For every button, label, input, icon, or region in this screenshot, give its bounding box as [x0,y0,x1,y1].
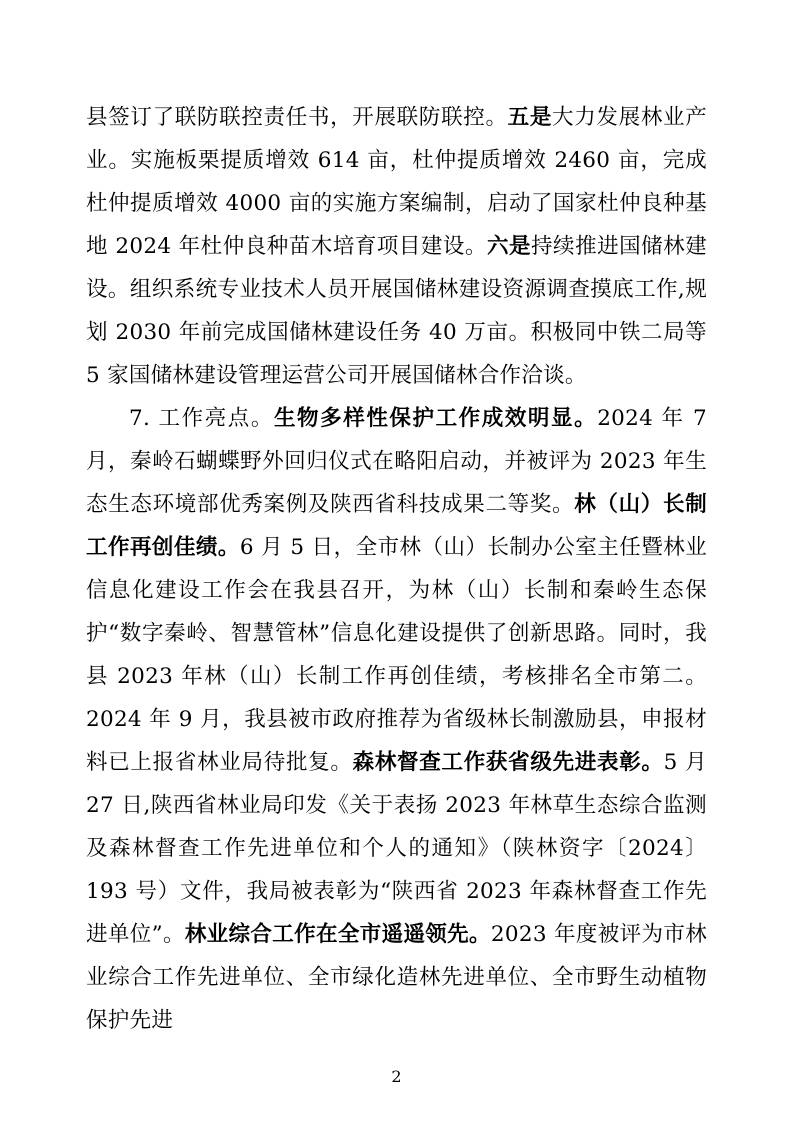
text-run: 5 月 27 日,陕西省林业局印发《关于表扬 2023 年林草生态综合监测及森林督查工作先进单位和个人的通知》（陕林资字〔2024〕193 号）文件，我局被表彰为“陕西省 2023 年森林督查工作先进单位”。 [86,750,707,947]
text-run: 7. 工作亮点。 [129,406,274,431]
text-run: 2024 年 7 月，秦岭石蝴蝶野外回归仪式在略阳启动，并被评为 2023 年生态生态环境部优秀案例及陕西省科技成果二等奖。 [86,406,708,517]
text-run-emphasis: 林（山）长制工作再创佳绩。 [86,492,707,560]
text-run: 6 月 5 日，全市林（山）长制办公室主任暨林业信息化建设工作会在我县召开，为林（山）长制和秦岭生态保护“数字秦岭、智慧管林”信息化建设提供了创新思路。同时，我县 2023 年林（山）长制工作再创佳绩，考核排名全市第二。2024 年 9 月，我县被市政府推荐为省级林长制激励县，申报材料已上报省林业局待批复。 [86,535,707,775]
text-run-emphasis: 生物多样性保护工作成效明显。 [273,406,598,431]
document-body [86,96,707,1042]
text-run: 县签订了联防联控责任书，开展联防联控。 [86,105,508,130]
page-number: 2 [391,1067,402,1086]
text-run: 2023 年度被评为市林业综合工作先进单位、全市绿化造林先进单位、全市野生动植物保护先进 [86,922,707,1033]
paragraph-work-highlights [86,397,707,1042]
text-run-emphasis: 森林督查工作获省级先进表彰。 [352,750,664,775]
text-run-emphasis: 林业综合工作在全市遥遥领先。 [184,922,491,947]
text-run: 持续推进国储林建设。组织系统专业技术人员开展国储林建设资源调查摸底工作,规划 2030 年前完成国储林建设任务 40 万亩。积极同中铁二局等 5 家国储林建设管理运营公司开展国储林合作洽谈。 [86,234,707,388]
text-run-emphasis: 六是 [486,234,532,259]
text-run-emphasis: 五是 [507,105,553,130]
text-run: 大力发展林业产业。实施板栗提质增效 614 亩，杜仲提质增效 2460 亩，完成杜仲提质增效 4000 亩的实施方案编制，启动了国家杜仲良种基地 2024 年杜仲良种苗木培育项目建设。 [86,105,707,259]
paragraph-continued [86,96,707,397]
